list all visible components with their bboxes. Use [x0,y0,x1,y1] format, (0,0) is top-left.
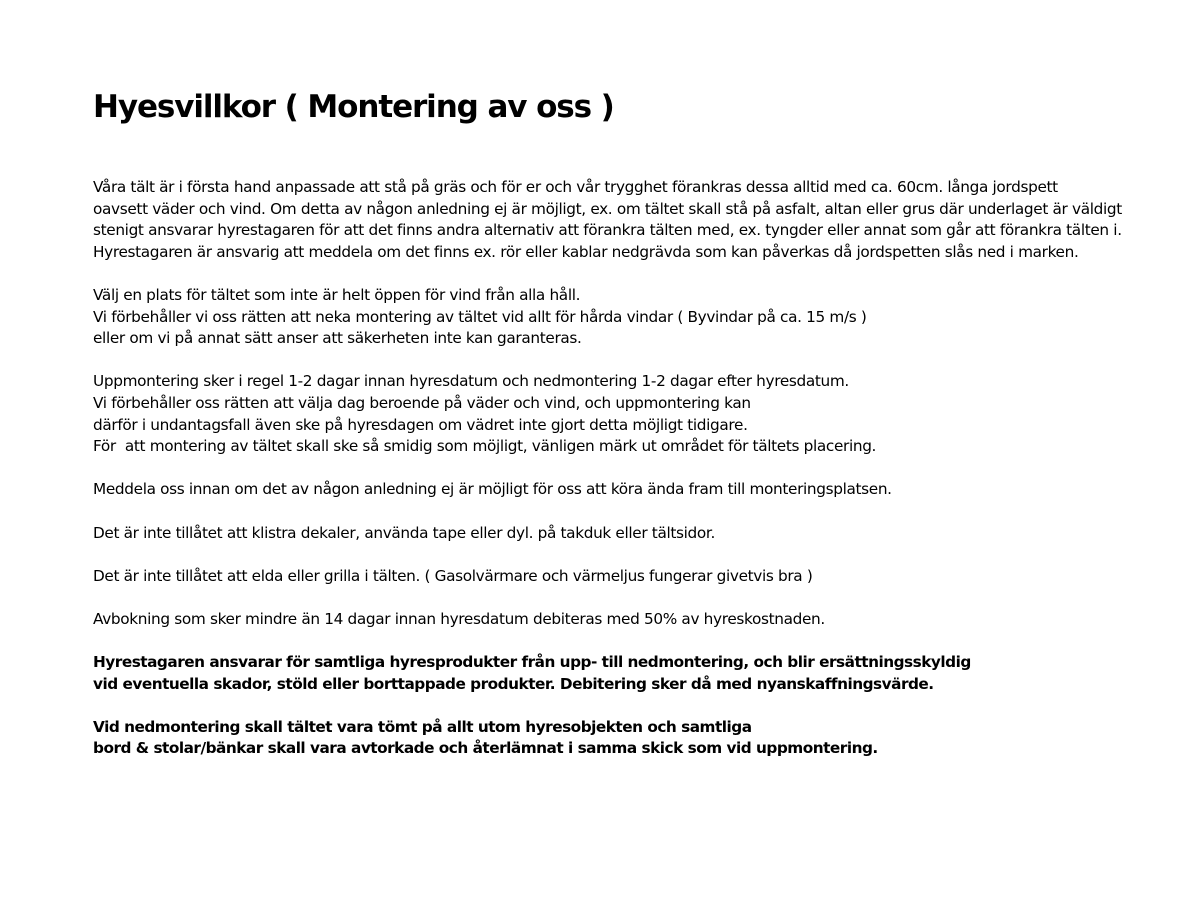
paragraph-line: Vid nedmontering skall tältet vara tömt på allt utom hyresobjekten och samtliga [93,717,752,736]
paragraph-decals [93,523,1193,545]
paragraph-line: Våra tält är i första hand anpassade att stå på gräs och för er och vår trygghet förankras dessa alltid med ca. 60cm. långa jordspett [93,178,1058,196]
paragraph-line: Det är inte tillåtet att klistra dekaler, använda tape eller dyl. på takduk eller tältsidor. [93,523,715,542]
paragraph-line: Vi förbehåller oss rätten att välja dag beroende på väder och vind, och uppmontering kan [93,393,751,412]
document-page [93,84,1193,782]
paragraph-anchoring [93,177,1193,263]
paragraph-line: För att montering av tältet skall ske så smidig som möjligt, vänligen märk ut området för tältets placering. [93,437,877,456]
paragraph-line: stenigt ansvarar hyrestagaren för att det finns andra alternativ att förankra tälten med, ex. tyngder eller annat som går att förankra tälten i. [93,221,1122,240]
paragraph-liability [93,652,1193,695]
paragraph-line: Hyrestagaren ansvarar för samtliga hyresprodukter från upp- till nedmontering, och blir ersättningsskyldig [93,653,971,672]
page-title: Hyesvillkor ( Montering av oss ) [93,89,614,125]
paragraph-line: Hyrestagaren är ansvarig att meddela om det finns ex. rör eller kablar nedgrävda som kan påverkas då jordspetten slås ned i marken. [93,242,1079,261]
paragraph-line: därför i undantagsfall även ske på hyresdagen om vädret inte gjort detta möjligt tidigare. [93,415,748,434]
paragraph-schedule [93,371,1193,457]
paragraph-line: Det är inte tillåtet att elda eller grilla i tälten. ( Gasolvärmare och värmeljus fungerar givetvis bra ) [93,566,813,585]
paragraph-line: Meddela oss innan om det av någon anledning ej är möjligt för oss att köra ända fram till monteringsplatsen. [93,480,892,499]
paragraph-line: vid eventuella skador, stöld eller borttappade produkter. Debitering sker då med nyanskaffningsvärde. [93,674,934,693]
paragraph-fire [93,566,1193,588]
paragraph-access [93,479,1193,501]
paragraph-line: Uppmontering sker i regel 1-2 dagar innan hyresdatum och nedmontering 1-2 dagar efter hyresdatum. [93,372,849,391]
paragraph-line: oavsett väder och vind. Om detta av någon anledning ej är möjligt, ex. om tältet skall stå på asfalt, altan eller grus där underlaget är väldigt [93,199,1122,218]
paragraph-line: Vi förbehåller vi oss rätten att neka montering av tältet vid allt för hårda vindar ( Byvindar på ca. 15 m/s ) [93,307,867,326]
paragraph-line: bord & stolar/bänkar skall vara avtorkade och återlämnat i samma skick som vid uppmontering. [93,739,878,758]
paragraph-line: eller om vi på annat sätt anser att säkerheten inte kan garanteras. [93,329,582,348]
paragraph-line: Avbokning som sker mindre än 14 dagar innan hyresdatum debiteras med 50% av hyreskostnaden. [93,609,825,628]
paragraph-dismantling [93,717,1193,760]
paragraph-line: Välj en plats för tältet som inte är helt öppen för vind från alla håll. [93,285,581,304]
paragraph-cancellation [93,609,1193,631]
paragraph-placement [93,285,1193,350]
